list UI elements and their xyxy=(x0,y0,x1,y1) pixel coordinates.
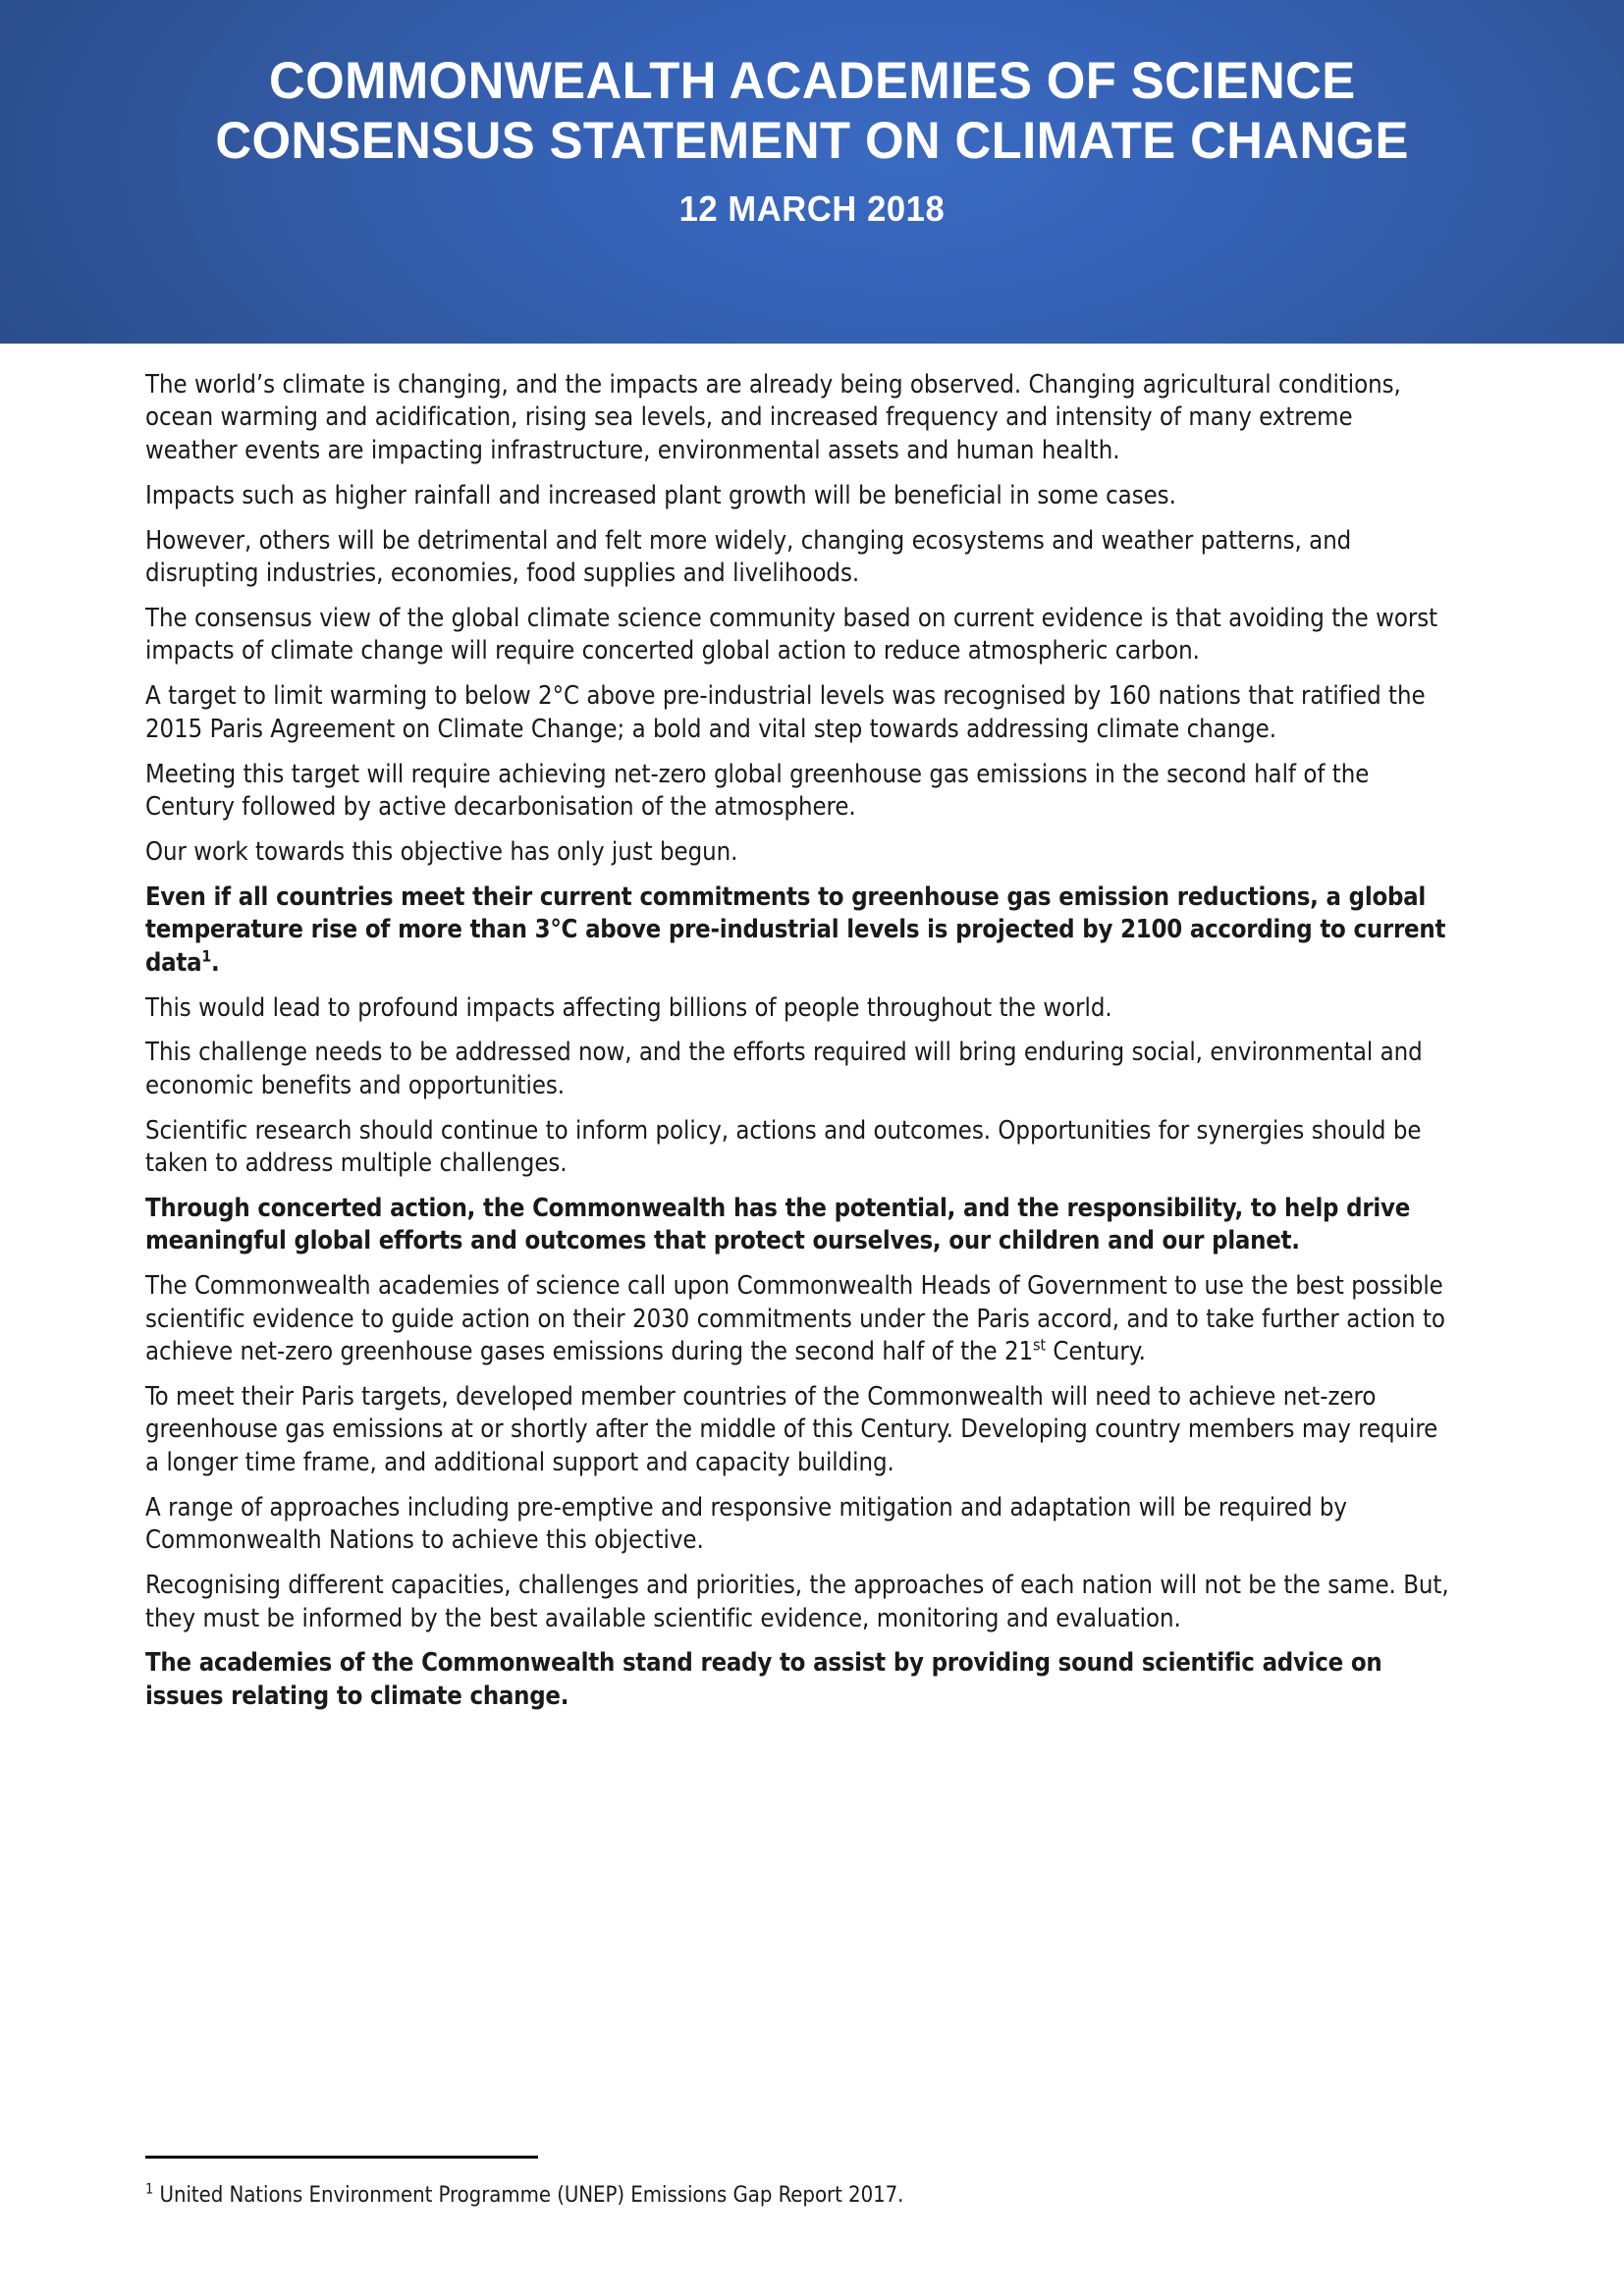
body-paragraph: Meeting this target will require achieving net-zero global greenhouse gas emissions in the second half of the Century followed by active decarbonisation of the atmosphere. xyxy=(145,759,1370,822)
paragraph-text-segment: Even if all countries meet their current commitments to greenhouse gas emission reductions, a global temperature rise of more than 3°C above pre-industrial levels is projected by 2100 according to current data xyxy=(145,881,1446,978)
document-header-banner xyxy=(0,0,1624,344)
paragraph-text-segment: . xyxy=(211,947,220,978)
body-paragraph: The consensus view of the global climate science community based on current evidence is that avoiding the worst impacts of climate change will require concerted global action to reduce atmospheric carbon. xyxy=(145,603,1438,667)
header-text-block xyxy=(0,0,1624,344)
header-title-line-2: CONSENSUS STATEMENT ON CLIMATE CHANGE xyxy=(215,112,1409,171)
body-paragraph-emphasised: Through concerted action, the Commonwealth has the potential, and the responsibility, to help drive meaningful global efforts and outcomes that protect ourselves, our children and our planet. xyxy=(145,1194,1411,1256)
body-paragraph: A target to limit warming to below 2°C above pre-industrial levels was recognised by 160 nations that ratified the 2015 Paris Agreement on Climate Change; a bold and vital step towards addressing climate change. xyxy=(145,681,1426,744)
body-paragraph: Scientific research should continue to inform policy, actions and outcomes. Opportunities for synergies should be taken to address multiple challenges. xyxy=(145,1115,1422,1179)
header-date: 12 MARCH 2018 xyxy=(678,187,946,229)
footnote-reference-marker: 1 xyxy=(201,946,211,966)
body-paragraph: Our work towards this objective has only just begun. xyxy=(145,836,738,867)
header-title-line-1: COMMONWEALTH ACADEMIES OF SCIENCE xyxy=(268,52,1356,110)
footnote-area xyxy=(145,2156,1451,2210)
footnote-separator-rule xyxy=(145,2156,538,2159)
body-paragraph-emphasised: The academies of the Commonwealth stand ready to assist by providing sound scientific advice on issues relating to climate change. xyxy=(145,1648,1382,1711)
body-paragraph xyxy=(145,1270,1451,1368)
body-paragraph: This challenge needs to be addressed now, and the efforts required will bring enduring social, environmental and economic benefits and opportunities. xyxy=(145,1038,1423,1100)
body-paragraph: Recognising different capacities, challenges and priorities, the approaches of each nation will not be the same. But, they must be informed by the best available scientific evidence, monitoring and evaluation. xyxy=(145,1571,1449,1633)
body-paragraph: Impacts such as higher rainfall and increased plant growth will be beneficial in some cases. xyxy=(145,480,1176,510)
body-paragraph: To meet their Paris targets, developed member countries of the Commonwealth will need to achieve net-zero greenhouse gas emissions at or shortly after the middle of this Century. Developing country members may require a longer time frame, and additional support and capacity building. xyxy=(145,1382,1438,1477)
body-paragraph: This would lead to profound impacts affecting billions of people throughout the world. xyxy=(145,992,1112,1023)
body-paragraph: A range of approaches including pre-emptive and responsive mitigation and adaptation will be required by Commonwealth Nations to achieve this objective. xyxy=(145,1492,1347,1556)
body-paragraph-emphasised xyxy=(145,881,1451,980)
body-paragraph: The world’s climate is changing, and the impacts are already being observed. Changing agricultural conditions, ocean warming and acidification, rising sea levels, and increased frequency and intensity of many extreme weather events are impacting infrastructure, environmental assets and human health. xyxy=(145,370,1401,465)
paragraph-text-segment: The Commonwealth academies of science call upon Commonwealth Heads of Government to use the best possible scientific evidence to guide action on their 2030 commitments under the Paris accord, and to take further action to achieve net-zero greenhouse gases emissions during the second half of the 21 xyxy=(145,1271,1445,1367)
body-paragraph: However, others will be detrimental and felt more widely, changing ecosystems and weather patterns, and disrupting industries, economies, food supplies and livelihoods. xyxy=(145,525,1352,589)
paragraph-text-segment: Century. xyxy=(1046,1337,1146,1367)
ordinal-suffix: st xyxy=(1033,1335,1046,1355)
footnote-citation-text: United Nations Environment Programme (UNEP) Emissions Gap Report 2017. xyxy=(153,2183,904,2208)
footnote-entry xyxy=(145,2182,1451,2210)
footnote-number: 1 xyxy=(145,2181,154,2198)
document-body xyxy=(145,369,1451,1726)
